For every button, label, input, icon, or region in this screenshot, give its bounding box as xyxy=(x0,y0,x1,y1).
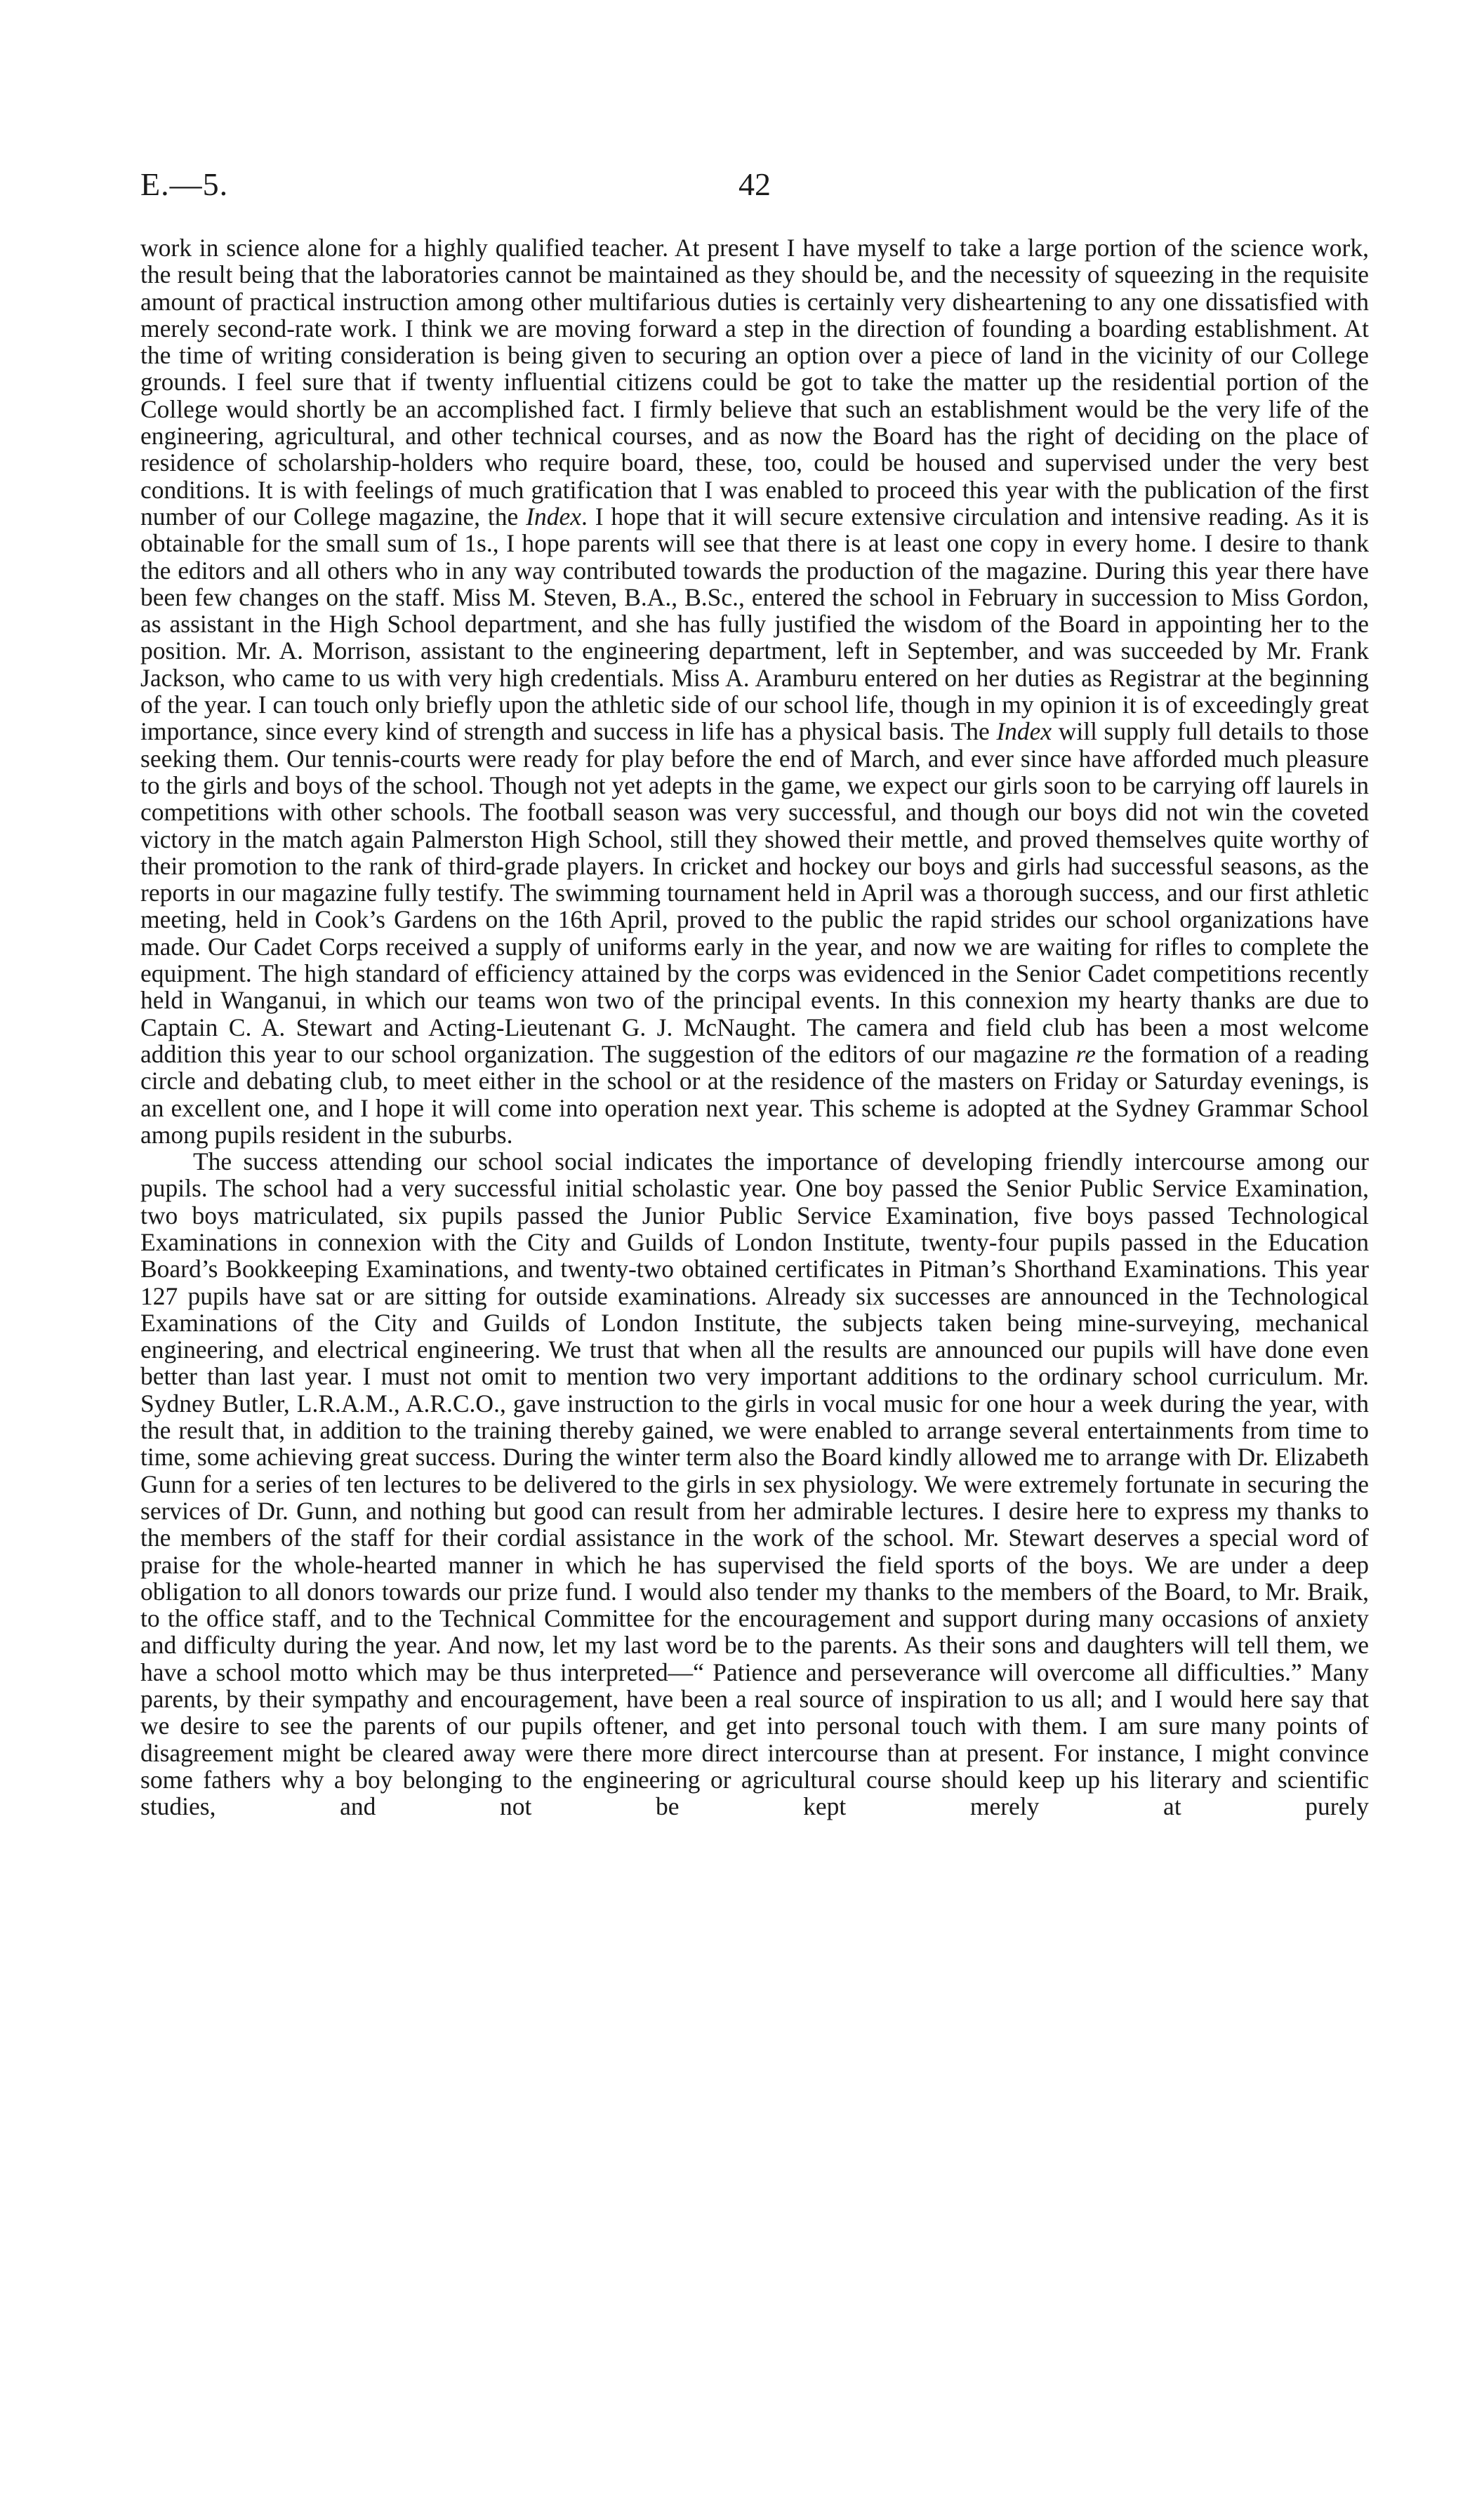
text-segment: the formation of a reading circle and debating club, to meet either in the school or at the residence of the masters on Friday or Saturday evenings, is an excellent one, and I hope it will come into operation next year. This scheme is adopted at the Sydney Grammar School among pupils resident in the suburbs. xyxy=(140,1039,1369,1149)
magazine-title: Index xyxy=(526,502,581,531)
magazine-title: Index xyxy=(996,717,1052,746)
latin-term: re xyxy=(1075,1039,1096,1068)
text-segment: will supply full details to those seeking them. Our tennis-courts were ready for play before the end of March, and ever since have afforded much pleasure to the girls and boys of the school. Though not yet adepts in the game, we expect our girls soon to be carrying off laurels in competitions with other schools. The football season was very successful, and though our boys did not win the coveted victory in the match again Palmerston High School, still they showed their mettle, and proved themselves quite worthy of their promotion to the rank of third-grade players. In cricket and hockey our boys and girls had successful seasons, as the reports in our magazine fully testify. The swimming tournament held in April was a thorough success, and our first athletic meeting, held in Cook’s Gardens on the 16th April, proved to the public the rapid strides our school organizations have made. Our Cadet Corps received a supply of uniforms early in the year, and now we are waiting for rifles to complete the equipment. The high standard of efficiency attained by the corps was evidenced in the Senior Cadet competitions recently held in Wanganui, in which our teams won two of the principal events. In this connexion my hearty thanks are due to Captain C. A. Stewart and Acting-Lieutenant G. J. McNaught. The camera and field club has been a most welcome addition this year to our school organization. The suggestion of the editors of our magazine xyxy=(140,717,1369,1068)
page-header xyxy=(140,166,1369,208)
body-text xyxy=(140,234,1369,1820)
text-segment: work in science alone for a highly qualified teacher. At present I have myself to take a large portion of the science work, the result being that the laboratories cannot be maintained as they should be, and the necessity of squeezing in the requisite amount of practical instruction among other multifarious duties is certainly very disheartening to any one dissatisfied with merely second-rate work. I think we are moving forward a step in the direction of founding a boarding establishment. At the time of writing consideration is being given to securing an option over a piece of land in the vicinity of our College grounds. I feel sure that if twenty influential citizens could be got to take the matter up the residential portion of the College would shortly be an accomplished fact. I firmly believe that such an establishment would be the very life of the engineering, agricultural, and other technical courses, and as now the Board has the right of deciding on the place of residence of scholarship-holders who require board, these, too, could be housed and supervised under the very best conditions. It is with feelings of much gratification that I was enabled to proceed this year with the publication of the first number of our College magazine, the xyxy=(140,234,1369,531)
text-segment: . I hope that it will secure extensive circulation and intensive reading. As it is obtainable for the small sum of 1s., I hope parents will see that there is at least one copy in every home. I desire to thank the editors and all others who in any way contributed towards the production of the magazine. During this year there have been few changes on the staff. Miss M. Steven, B.A., B.Sc., entered the school in February in succession to Miss Gordon, as assistant in the High School department, and she has fully justified the wisdom of the Board in appointing her to the position. Mr. A. Morrison, assistant to the engineering department, left in September, and was succeeded by Mr. Frank Jackson, who came to us with very high credentials. Miss A. Aramburu entered on her duties as Registrar at the beginning of the year. I can touch only briefly upon the athletic side of our school life, though in my opinion it is of exceedingly great importance, since every kind of strength and success in life has a physical basis. The xyxy=(140,502,1370,746)
paragraph-2: The success attending our school social indicates the importance of developing friendly intercourse among our pupils. The school had a very successful initial scholastic year. One boy passed the Senior Public Service Examination, two boys matriculated, six pupils passed the Junior Public Service Examination, five boys passed Technological Examinations in connexion with the City and Guilds of London Institute, twenty-four pupils passed in the Education Board’s Bookkeeping Examinations, and twenty-two obtained certificates in Pitman’s Shorthand Examinations. This year 127 pupils have sat or are sitting for outside examinations. Already six successes are announced in the Technological Examinations of the City and Guilds of London Institute, the subjects taken being mine-surveying, mechanical engineering, and electrical engineering. We trust that when all the results are announced our pupils will have done even better than last year. I must not omit to mention two very important additions to the ordinary school curriculum. Mr. Sydney Butler, L.R.A.M., A.R.C.O., gave instruction to the girls in vocal music for one hour a week during the year, with the result that, in addition to the training thereby gained, we were enabled to arrange several entertainments from time to time, some achieving great success. During the winter term also the Board kindly allowed me to arrange with Dr. Elizabeth Gunn for a series of ten lectures to be delivered to the girls in sex physiology. We were extremely fortunate in securing the services of Dr. Gunn, and nothing but good can result from her admirable lectures. I desire here to express my thanks to the members of the staff for their cordial assistance in the work of the school. Mr. Stewart deserves a special word of praise for the whole-hearted manner in which he has supervised the field sports of the boys. We are under a deep obligation to all donors towards our prize fund. I would also tender my thanks to the members of the Board, to Mr. Braik, to the office staff, and to the Technical Committee for the encouragement and support during many occasions of anxiety and difficulty during the year. And now, let my last word be to the parents. As their sons and daughters will tell them, we have a school motto which may be thus interpreted—“ Patience and perseverance will overcome all difficulties.” Many parents, by their sympathy and encouragement, have been a real source of inspiration to us all; and I would here say that we desire to see the parents of our pupils oftener, and get into personal touch with them. I am sure many points of disagreement might be cleared away were there more direct intercourse than at present. For instance, I might convince some fathers why a boy belonging to the engineering or agricultural course should keep up his literary and scientific studies, and not be kept merely at purely xyxy=(140,1147,1369,1821)
paragraph-1 xyxy=(140,234,1369,1148)
report-reference: E.—5. xyxy=(140,166,229,202)
page-number: 42 xyxy=(738,166,771,202)
